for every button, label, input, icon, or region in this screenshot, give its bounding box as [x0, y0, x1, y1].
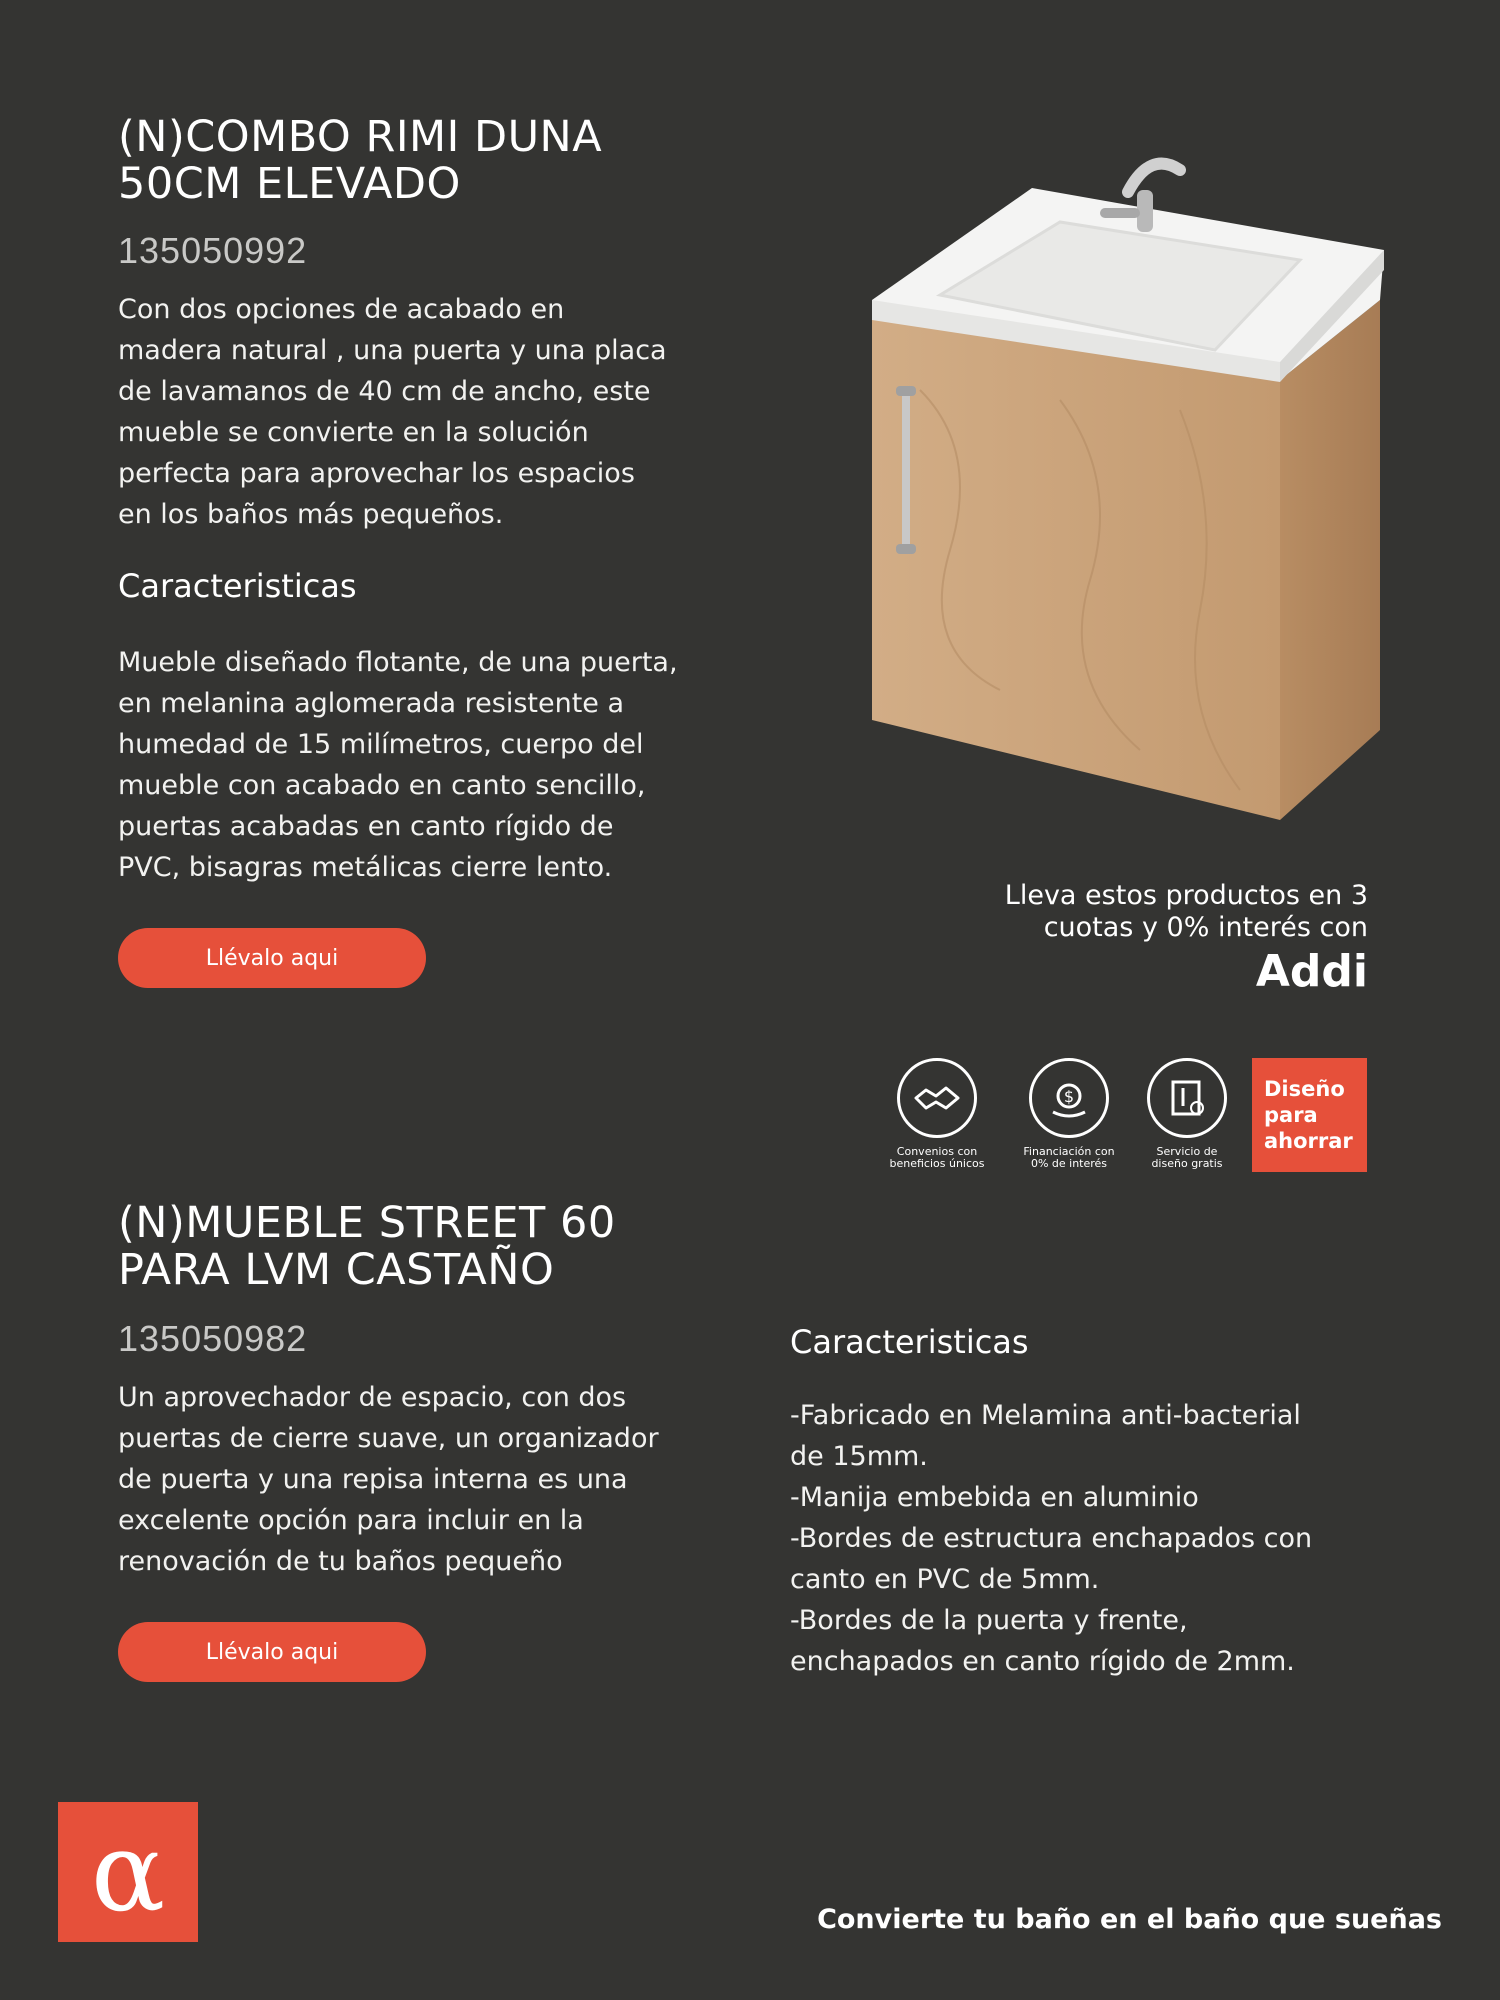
product1-feature-line: PVC, bisagras metálicas cierre lento.: [118, 852, 613, 883]
product1-description-line: en los baños más pequeños.: [118, 499, 504, 530]
product2-feature-line: -Fabricado en Melamina anti-bacterial: [790, 1400, 1301, 1431]
badge-convenios: [882, 1058, 992, 1170]
product1-description-line: de lavamanos de 40 cm de ancho, este: [118, 376, 651, 407]
product1-image: [860, 150, 1390, 830]
diseno-badge-line: Diseño: [1264, 1077, 1345, 1101]
svg-text:$: $: [1063, 1087, 1075, 1106]
product2-description-line: de puerta y una repisa interna es una: [118, 1464, 628, 1495]
product1-title-line1: (N)COMBO RIMI DUNA: [118, 112, 603, 162]
footer-tagline: Convierte tu baño en el baño que sueñas: [817, 1904, 1442, 1935]
product2-feature-line: -Bordes de estructura enchapados con: [790, 1523, 1313, 1554]
brand-logo[interactable]: α: [58, 1802, 198, 1942]
addi-promo-line2: cuotas y 0% interés con: [1043, 912, 1368, 943]
product1-code: 135050992: [118, 230, 308, 271]
product1-buy-button[interactable]: Llévalo aqui: [118, 928, 426, 988]
badge-caption: beneficios únicos: [889, 1157, 985, 1170]
addi-logo: Addi: [1255, 946, 1368, 997]
product1-description-line: madera natural , una puerta y una placa: [118, 335, 667, 366]
product2-feature-line: canto en PVC de 5mm.: [790, 1564, 1100, 1595]
product1-features-heading: Caracteristicas: [118, 567, 357, 605]
product1-features: [118, 642, 758, 888]
product1-feature-line: puertas acabadas en canto rígido de: [118, 811, 614, 842]
product1-feature-line: Mueble diseñado flotante, de una puerta,: [118, 647, 678, 678]
product1-feature-line: mueble con acabado en canto sencillo,: [118, 770, 646, 801]
badge-caption: Convenios con: [896, 1145, 978, 1158]
product2-title-line1: (N)MUEBLE STREET 60: [118, 1198, 616, 1248]
product1-feature-line: en melanina aglomerada resistente a: [118, 688, 625, 719]
product2-features: [790, 1395, 1430, 1682]
product1-description-line: mueble se convierte en la solución: [118, 417, 589, 448]
diseno-badge-line: ahorrar: [1264, 1129, 1353, 1153]
product1-description-line: Con dos opciones de acabado en: [118, 294, 565, 325]
badge-caption: 0% de interés: [1030, 1157, 1108, 1170]
product2-features-heading: Caracteristicas: [790, 1323, 1029, 1361]
design-service-icon: [1147, 1058, 1227, 1138]
diseno-para-ahorrar-badge: [1252, 1058, 1367, 1172]
product2-description: [118, 1377, 758, 1582]
product1-description-line: perfecta para aprovechar los espacios: [118, 458, 635, 489]
badge-caption: Servicio de: [1156, 1145, 1218, 1158]
product2-feature-line: de 15mm.: [790, 1441, 928, 1472]
financing-icon: [1029, 1058, 1109, 1138]
badge-caption: diseño gratis: [1151, 1157, 1223, 1170]
badge-caption: Financiación con: [1023, 1145, 1115, 1158]
product2-feature-line: -Manija embebida en aluminio: [790, 1482, 1199, 1513]
product2-description-line: Un aprovechador de espacio, con dos: [118, 1382, 627, 1413]
badge-financiacion: [1014, 1058, 1124, 1170]
product2-description-line: renovación de tu baños pequeño: [118, 1546, 563, 1577]
addi-promo-line1: Lleva estos productos en 3: [1004, 880, 1368, 911]
product2-buy-button[interactable]: Llévalo aqui: [118, 1622, 426, 1682]
product1-feature-line: humedad de 15 milímetros, cuerpo del: [118, 729, 644, 760]
product2-description-line: excelente opción para incluir en la: [118, 1505, 584, 1536]
diseno-badge-line: para: [1264, 1103, 1318, 1127]
product1-title: [118, 114, 718, 208]
product2-description-line: puertas de cierre suave, un organizador: [118, 1423, 659, 1454]
product2-feature-line: -Bordes de la puerta y frente,: [790, 1605, 1188, 1636]
product2-title-line2: PARA LVM CASTAÑO: [118, 1245, 555, 1295]
badge-diseno: [1132, 1058, 1242, 1170]
product2-code: 135050982: [118, 1318, 308, 1359]
product1-description: [118, 289, 758, 535]
handshake-icon: [897, 1058, 977, 1138]
product2-feature-line: enchapados en canto rígido de 2mm.: [790, 1646, 1295, 1677]
addi-promo: [1005, 880, 1368, 1000]
product1-title-line2: 50CM ELEVADO: [118, 159, 461, 209]
product2-title: [118, 1200, 758, 1294]
